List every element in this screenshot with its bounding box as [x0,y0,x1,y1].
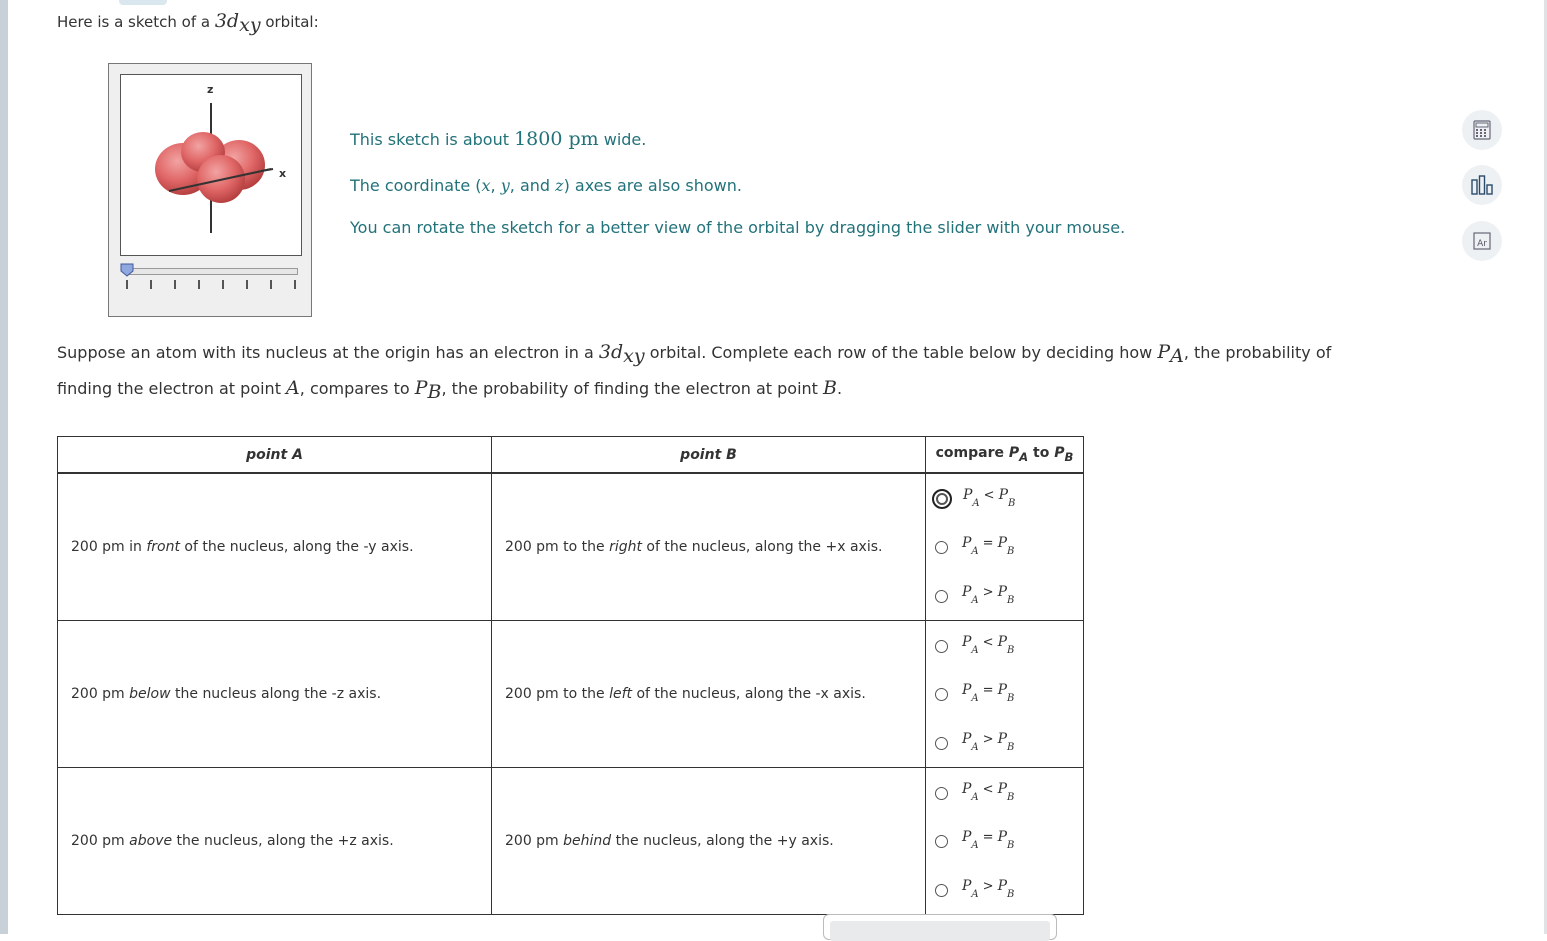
row3-point-a: 200 pm above the nucleus, along the +z axis. [58,768,492,915]
radio-button[interactable] [935,590,948,603]
radio-button[interactable] [935,688,948,701]
row3-choices [926,768,1084,915]
radio-button[interactable] [935,737,948,750]
bottom-panel-bar [830,921,1050,941]
row1-option-greater[interactable]: $P_A> P_B$ [935,585,1014,607]
axes-note: The coordinate (x, y, and z) axes are also shown. [350,176,742,195]
row1-point-b: 200 pm to the right of the nucleus, along the +x axis. [492,473,926,621]
row2-option-equal[interactable]: $P_A= P_B$ [935,683,1014,705]
bar-chart-icon [1470,174,1494,196]
table-row [58,473,1084,621]
radio-button[interactable] [935,787,948,800]
slider-tick [198,280,200,289]
comparison-table [57,436,1084,915]
radio-button[interactable] [935,640,948,653]
row3-option-equal[interactable]: $P_A= P_B$ [935,830,1014,852]
radio-button[interactable] [932,489,952,509]
data-chart-button[interactable] [1462,165,1502,205]
row2-option-greater[interactable]: $P_A> P_B$ [935,732,1014,754]
intro-text: Here is a sketch of a $3d_{xy}$ orbital: [57,10,319,36]
header-compare: compare $P_A$ to $P_B$ [926,437,1084,474]
axis-x-label: x [279,167,287,180]
radio-button[interactable] [935,835,948,848]
rotation-slider-track[interactable] [126,268,298,275]
top-tab-nub [119,0,167,5]
question-line-2: finding the electron at point A, compares to $P_B$, the probability of finding the electron at point B. [57,377,843,404]
rotation-slider-thumb[interactable] [120,263,134,277]
table-row [58,768,1084,915]
row2-choices [926,621,1084,768]
radio-button[interactable] [935,884,948,897]
orbital-3dxy-image [121,75,301,255]
rotate-instructions: You can rotate the sketch for a better view of the orbital by dragging the slider with your mouse. [350,218,1126,237]
row1-choices [926,473,1084,621]
sketch-width-note: This sketch is about 1800 pm wide. [350,128,647,150]
row1-point-a: 200 pm in front of the nucleus, along the -y axis. [58,473,492,621]
slider-tick [150,280,152,289]
question-line-1: Suppose an atom with its nucleus at the origin has an electron in a $3d_{xy}$ orbital. Complete each row of the table below by deciding how $P_A$, the probability of [57,341,1332,368]
periodic-table-icon [1473,232,1491,250]
slider-tick [294,280,296,289]
axis-z-label: z [207,83,214,96]
row3-option-greater[interactable]: $P_A> P_B$ [935,879,1014,901]
periodic-table-button[interactable] [1462,221,1502,261]
left-edge-bar [0,0,8,934]
row2-point-a: 200 pm below the nucleus along the -z axis. [58,621,492,768]
calculator-icon [1473,120,1491,140]
orbital-sketch-panel [108,63,312,317]
row3-point-b: 200 pm behind the nucleus, along the +y axis. [492,768,926,915]
slider-tick [126,280,128,289]
row1-option-equal[interactable]: $P_A= P_B$ [935,536,1014,558]
slider-tick [222,280,224,289]
slider-tick [246,280,248,289]
orbital-sketch-canvas[interactable] [120,74,302,256]
row3-option-less[interactable]: $P_A< P_B$ [935,782,1014,804]
slider-tick [174,280,176,289]
table-header-row [58,437,1084,474]
periodic-symbol: Ar [1477,239,1487,249]
radio-button[interactable] [935,541,948,554]
slider-tick [270,280,272,289]
table-row [58,621,1084,768]
bottom-answer-panel[interactable] [823,914,1057,940]
row2-point-b: 200 pm to the left of the nucleus, along the -x axis. [492,621,926,768]
header-point-b: point B [492,437,926,474]
row1-option-less[interactable]: $P_A< P_B$ [935,488,1015,510]
header-point-a: point A [58,437,492,474]
calculator-button[interactable] [1462,110,1502,150]
row2-option-less[interactable]: $P_A< P_B$ [935,635,1014,657]
slider-ticks [126,280,298,292]
